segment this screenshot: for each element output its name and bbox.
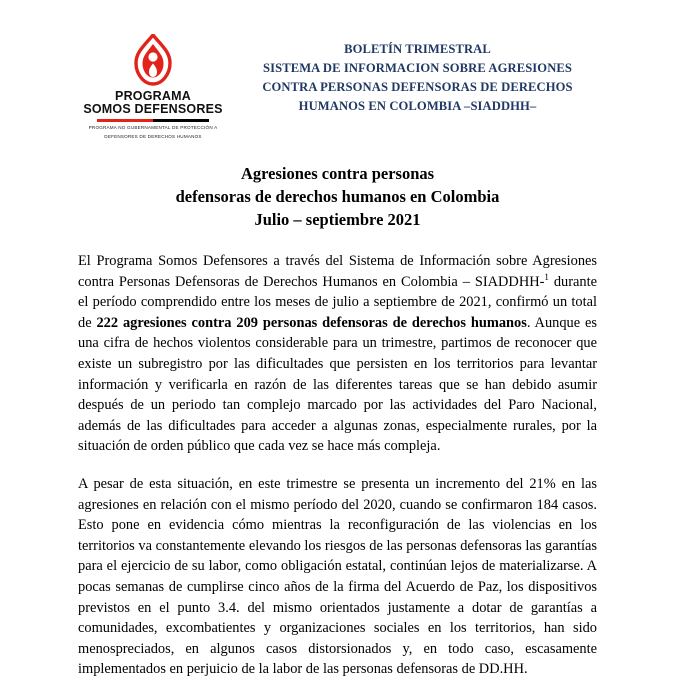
bulletin-title-line-2: SISTEMA DE INFORMACION SOBRE AGRESIONES: [262, 61, 572, 75]
page-title-line-3: Julio – septiembre 2021: [254, 210, 421, 229]
document-body: [78, 251, 597, 680]
paragraph-1: [78, 251, 597, 457]
paragraph-1-bold-figure: 222 agresiones contra 209 personas defensoras de derechos humanos: [96, 314, 527, 331]
footnote-marker: 1: [544, 271, 549, 282]
logo-subtitle-line-2: DEFENSORES DE DERECHOS HUMANOS: [104, 134, 202, 139]
logo-divider: [97, 119, 209, 122]
bulletin-title-line-3: CONTRA PERSONAS DEFENSORAS DE DERECHOS: [262, 80, 573, 94]
paragraph-1-part-2: durante el período comprendido entre los meses de julio a septiembre de 2021, confirmó un total de: [78, 273, 597, 331]
bulletin-title-line-4: HUMANOS EN COLOMBIA –SIADDHH–: [298, 99, 537, 113]
page-title-line-2: defensoras de derechos humanos en Colombia: [175, 187, 500, 206]
bulletin-title: [238, 30, 597, 116]
document-header: [78, 30, 597, 140]
flame-droplet-logo-icon: [130, 34, 176, 86]
paragraph-1-part-3: . Aunque es una cifra de hechos violentos considerable para un trimestre, partimos de reconocer que existe un subregistro por las dificultades que persisten en los territorios para levantar información y verificarla en razón de las diferentes tareas que se han debido asumir después de un periodo tan complejo marcado por las actividades del Paro Nacional, además de las dificultades para acceder a algunas zonas, especialmente rurales, por la situación de orden público que cada vez se hace más compleja.: [78, 314, 597, 455]
organization-logo: [78, 30, 228, 140]
page-title: [78, 162, 597, 231]
logo-name-line-1: PROGRAMA: [115, 89, 191, 103]
paragraph-1-part-1: El Programa Somos Defensores a través del Sistema de Información sobre Agresiones contra Personas Defensoras de Derechos Humanos en Colombia – SIADDHH-: [78, 253, 597, 290]
page-title-line-1: Agresiones contra personas: [240, 164, 435, 183]
bulletin-title-line-1: BOLETÍN TRIMESTRAL: [344, 42, 491, 56]
logo-subtitle-line-1: PROGRAMA NO GUBERNAMENTAL DE PROTECCIÓN A: [88, 125, 218, 130]
paragraph-2: A pesar de esta situación, en este trimestre se presenta un incremento del 21% en las agresiones en relación con el mismo período del 2020, cuando se confirmaron 184 casos. Esto pone en evidencia cómo mientras la reconfiguración de las violencias en los territorios va constantemente elevando los riesgos de las personas defensoras las garantías para el ejercicio de su labor, como obligación estatal, continúan lejos de materializarse. A pocas semanas de cumplirse cinco años de la firma del Acuerdo de Paz, los dispositivos previstos en el punto 3.4. del mismo orientados justamente a dotar de garantías a comunidades, excombatientes y organizaciones sociales en los territorios, han sido menospreciados, en algunos casos distorsionados y, en todo caso, escasamente implementados en perjuicio de la labor de las personas defensoras de DD.HH.: [78, 475, 597, 678]
logo-name-line-2: SOMOS DEFENSORES: [83, 102, 223, 116]
